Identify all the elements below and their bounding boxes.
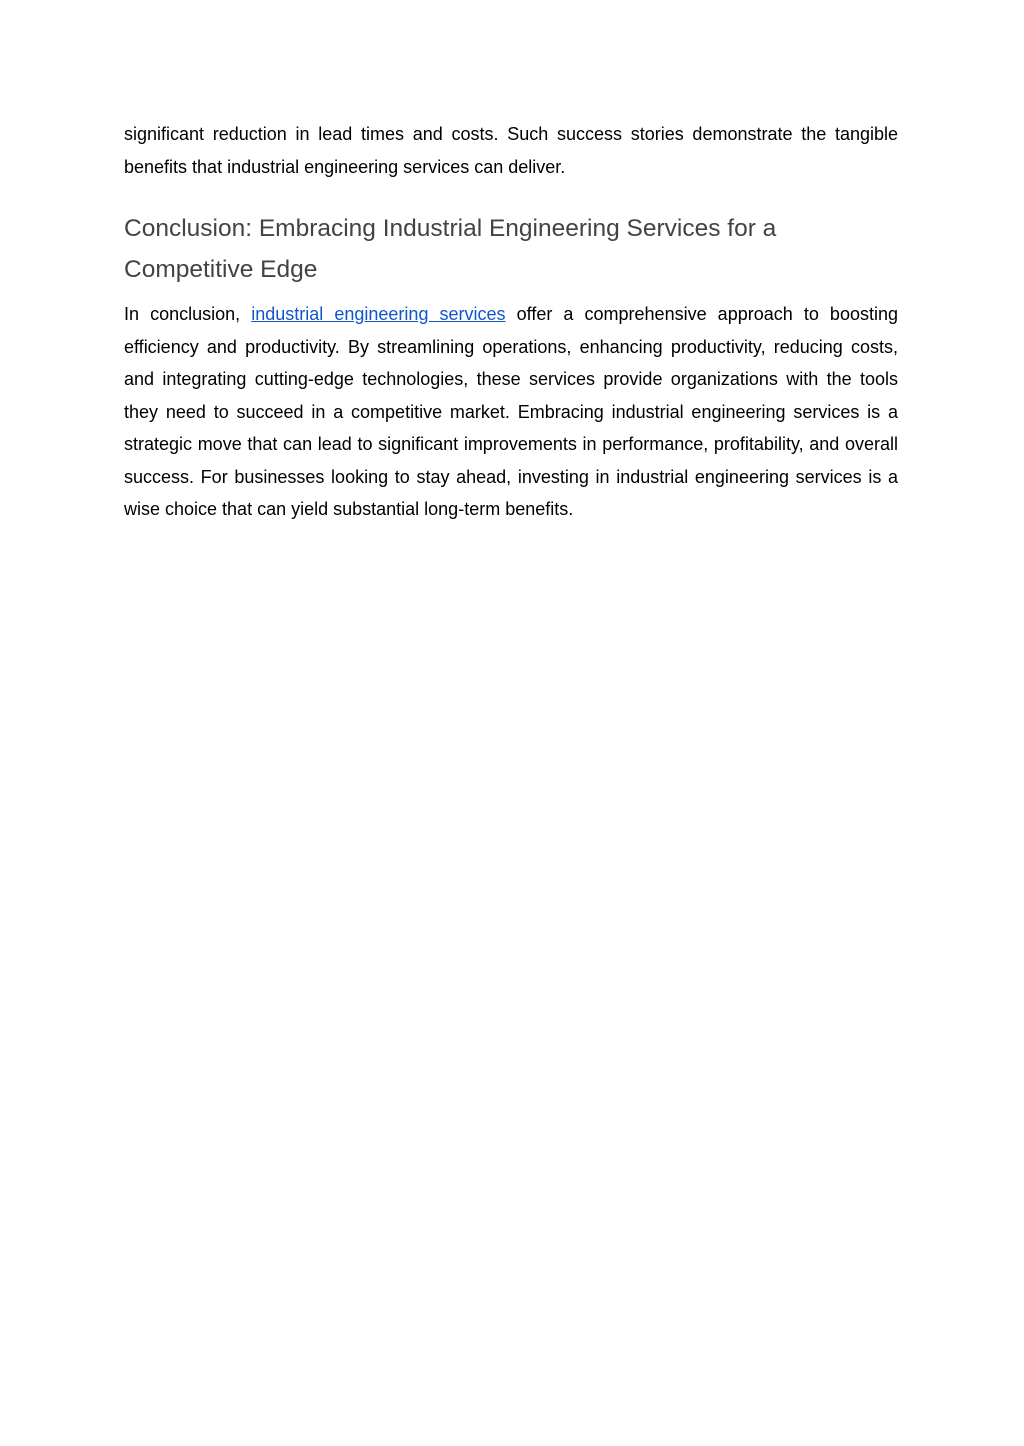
conclusion-heading: Conclusion: Embracing Industrial Engineering Services for a Competitive Edge (124, 215, 777, 283)
document-body (124, 118, 898, 526)
conclusion-text-before-link: In conclusion, (124, 304, 252, 324)
industrial-engineering-services-link[interactable]: industrial engineering services (251, 304, 506, 324)
conclusion-paragraph (124, 298, 898, 526)
intro-paragraph: significant reduction in lead times and costs. Such success stories demonstrate the tangible benefits that industrial engineering services can deliver. (124, 124, 898, 177)
conclusion-text-after-link: offer a comprehensive approach to boosting efficiency and productivity. By streamlining operations, enhancing productivity, reducing costs, and integrating cutting-edge technologies, these services provide organizations with the tools they need to succeed in a competitive market. Embracing industrial engineering services is a strategic move that can lead to significant improvements in performance, profitability, and overall success. For businesses looking to stay ahead, investing in industrial engineering services is a wise choice that can yield substantial long-term benefits. (124, 304, 898, 519)
